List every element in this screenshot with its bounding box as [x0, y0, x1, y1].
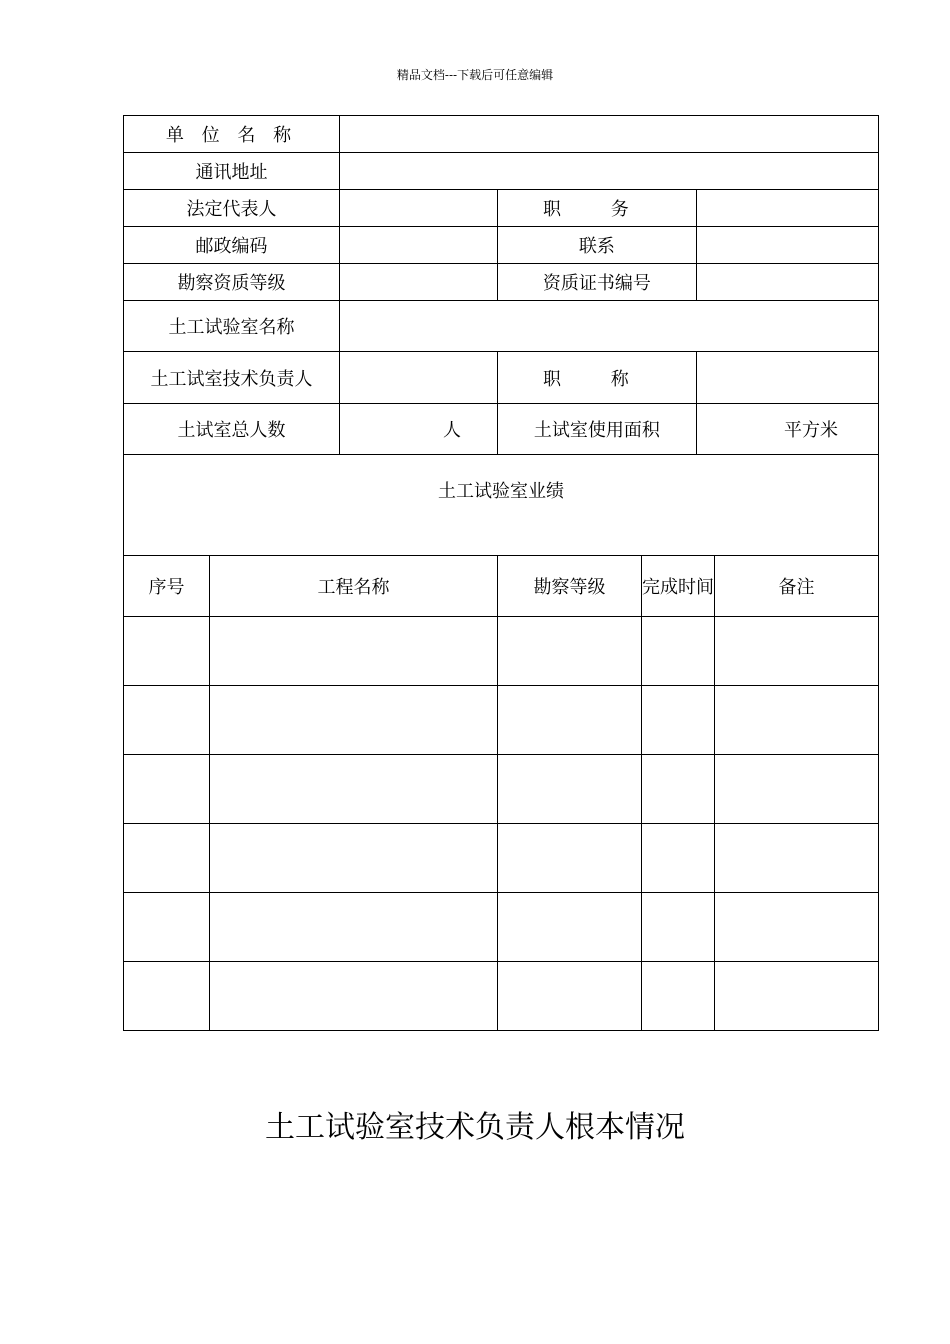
row-lab-name: [124, 301, 879, 352]
row-survey-grade: [124, 264, 879, 301]
merit-title: 土工试验室业绩: [438, 481, 564, 502]
merits-cell-time[interactable]: [642, 617, 715, 686]
merits-cell-seq[interactable]: [124, 686, 210, 755]
registration-form-table: [123, 115, 879, 1031]
merits-cell-seq[interactable]: [124, 824, 210, 893]
merits-header-project: 工程名称: [210, 556, 498, 617]
merits-row: [124, 824, 879, 893]
legal-rep-label: 法定代表人: [124, 190, 340, 227]
unit-name-value[interactable]: [340, 116, 879, 153]
merits-header-remark: 备注: [715, 556, 879, 617]
merits-cell-project[interactable]: [210, 824, 498, 893]
lab-name-value[interactable]: [340, 301, 879, 352]
merits-cell-seq[interactable]: [124, 755, 210, 824]
merits-row: [124, 755, 879, 824]
merits-cell-remark[interactable]: [715, 962, 879, 1031]
people-unit: 人: [443, 420, 461, 441]
row-unit-name: [124, 116, 879, 153]
merits-cell-grade[interactable]: [498, 824, 642, 893]
merits-cell-project[interactable]: [210, 962, 498, 1031]
lab-area-value[interactable]: [696, 404, 878, 455]
merits-row: [124, 686, 879, 755]
cert-no-value[interactable]: [696, 264, 878, 301]
survey-grade-value[interactable]: [340, 264, 498, 301]
merits-cell-time[interactable]: [642, 686, 715, 755]
merits-cell-seq[interactable]: [124, 617, 210, 686]
merits-cell-time[interactable]: [642, 755, 715, 824]
postcode-label: 邮政编码: [124, 227, 340, 264]
merit-title-cell: [124, 455, 879, 556]
legal-rep-value[interactable]: [340, 190, 498, 227]
survey-grade-label: 勘察资质等级: [124, 264, 340, 301]
merits-cell-project[interactable]: [210, 617, 498, 686]
unit-name-label: 单 位 名 称: [124, 116, 340, 153]
merits-cell-time[interactable]: [642, 962, 715, 1031]
merits-cell-grade[interactable]: [498, 755, 642, 824]
address-label: 通讯地址: [124, 153, 340, 190]
merits-cell-grade[interactable]: [498, 893, 642, 962]
lab-tech-head-value[interactable]: [340, 352, 498, 404]
area-unit: 平方米: [784, 420, 838, 441]
postcode-value[interactable]: [340, 227, 498, 264]
header-note: 精品文档---下载后可任意编辑: [396, 68, 554, 82]
position-label: 职 务: [498, 190, 697, 227]
merits-row: [124, 617, 879, 686]
row-merit-title: [124, 455, 879, 556]
merits-cell-seq[interactable]: [124, 962, 210, 1031]
merits-header-row: [124, 556, 879, 617]
merits-cell-project[interactable]: [210, 755, 498, 824]
merits-cell-grade[interactable]: [498, 617, 642, 686]
contact-label: 联系: [498, 227, 697, 264]
merits-row: [124, 962, 879, 1031]
merits-cell-seq[interactable]: [124, 893, 210, 962]
merits-header-grade: 勘察等级: [498, 556, 642, 617]
row-lab-tech-head: [124, 352, 879, 404]
contact-value[interactable]: [696, 227, 878, 264]
title-label: 职 称: [498, 352, 697, 404]
address-value[interactable]: [340, 153, 879, 190]
title-value[interactable]: [696, 352, 878, 404]
row-address: [124, 153, 879, 190]
merits-cell-time[interactable]: [642, 893, 715, 962]
merits-cell-grade[interactable]: [498, 962, 642, 1031]
lab-tech-head-label: 土工试室技术负责人: [124, 352, 340, 404]
row-postcode: [124, 227, 879, 264]
merits-header-seq: 序号: [124, 556, 210, 617]
merits-cell-remark[interactable]: [715, 824, 879, 893]
row-legal-rep: [124, 190, 879, 227]
row-lab-people-area: [124, 404, 879, 455]
merits-cell-time[interactable]: [642, 824, 715, 893]
section-title: 土工试验室技术负责人根本情况: [265, 1110, 685, 1145]
lab-total-people-label: 土试室总人数: [124, 404, 340, 455]
merits-cell-remark[interactable]: [715, 755, 879, 824]
lab-total-people-value[interactable]: [340, 404, 498, 455]
merits-cell-remark[interactable]: [715, 617, 879, 686]
merits-cell-remark[interactable]: [715, 686, 879, 755]
lab-area-label: 土试室使用面积: [498, 404, 697, 455]
merits-cell-grade[interactable]: [498, 686, 642, 755]
merits-row: [124, 893, 879, 962]
merits-cell-remark[interactable]: [715, 893, 879, 962]
merits-cell-project[interactable]: [210, 686, 498, 755]
position-value[interactable]: [696, 190, 878, 227]
cert-no-label: 资质证书编号: [498, 264, 697, 301]
lab-name-label: 土工试验室名称: [124, 301, 340, 352]
merits-cell-project[interactable]: [210, 893, 498, 962]
merits-header-time: 完成时间: [642, 556, 715, 617]
